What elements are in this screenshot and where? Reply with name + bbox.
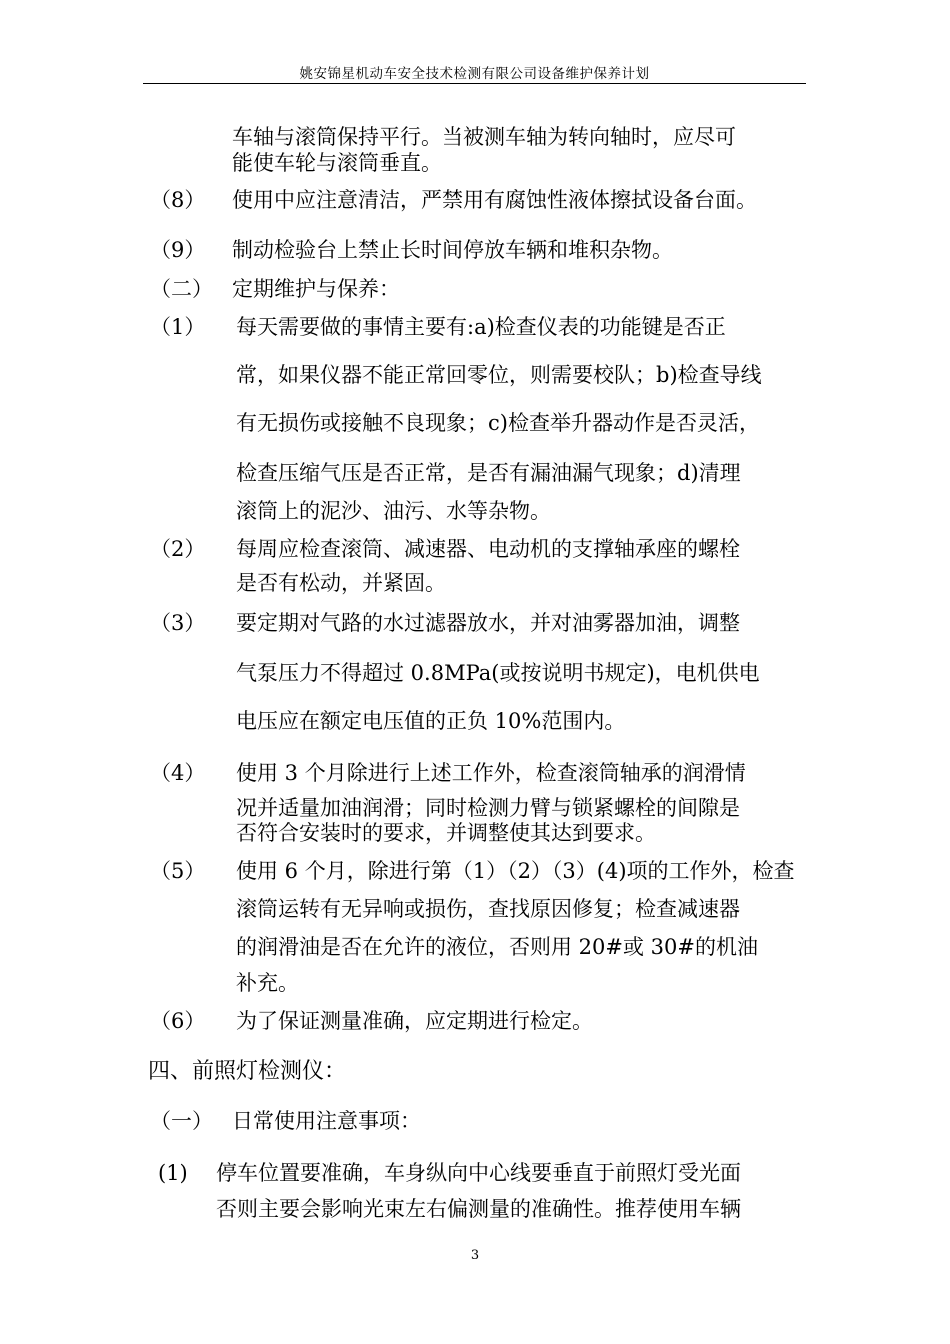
text-line: 停车位置要准确，车身纵向中心线要垂直于前照灯受光面	[216, 1161, 741, 1185]
text-line: 常，如果仪器不能正常回零位，则需要校队；b)检查导线	[236, 363, 762, 387]
text-line: 车轴与滚筒保持平行。当被测车轴为转向轴时，应尽可	[232, 125, 736, 149]
item-number: （1）	[150, 315, 206, 339]
chapter-heading: 四、前照灯检测仪：	[148, 1059, 347, 1084]
item-number: （3）	[150, 611, 206, 635]
text-line: 有无损伤或接触不良现象；c)检查举升器动作是否灵活，	[236, 411, 760, 435]
text-line: 每天需要做的事情主要有:a)检查仪表的功能键是否正	[236, 315, 726, 339]
text-line: 为了保证测量准确，应定期进行检定。	[236, 1009, 593, 1033]
text-line: 是否有松动，并紧固。	[236, 571, 446, 595]
text-line: 每周应检查滚筒、减速器、电动机的支撑轴承座的螺栓	[236, 537, 740, 561]
text-line: 检查压缩气压是否正常，是否有漏油漏气现象；d)清理	[236, 461, 741, 485]
item-number: （9）	[150, 238, 206, 262]
item-number: （2）	[150, 537, 206, 561]
item-number: (1)	[158, 1161, 188, 1185]
text-line: 滚筒运转有无异响或损伤，查找原因修复；检查减速器	[236, 897, 740, 921]
section-number: （二）	[150, 277, 213, 301]
text-line: 使用中应注意清洁，严禁用有腐蚀性液体擦拭设备台面。	[232, 188, 757, 212]
text-line: 制动检验台上禁止长时间停放车辆和堆积杂物。	[232, 238, 673, 262]
text-line: 补充。	[236, 971, 299, 995]
page-number: 3	[470, 1248, 480, 1263]
item-number: （6）	[150, 1009, 206, 1033]
text-line: 否符合安装时的要求，并调整使其达到要求。	[236, 821, 656, 845]
text-line: 使用 3 个月除进行上述工作外，检查滚筒轴承的润滑情	[236, 761, 746, 785]
section-title: 日常使用注意事项：	[232, 1109, 421, 1133]
section-number: （一）	[150, 1109, 213, 1133]
section-title: 定期维护与保养：	[232, 277, 400, 301]
text-line: 使用 6 个月，除进行第（1）（2）（3）(4)项的工作外，检查	[236, 859, 795, 883]
text-line: 气泵压力不得超过 0.8MPa(或按说明书规定)，电机供电	[236, 661, 760, 685]
text-line: 能使车轮与滚筒垂直。	[232, 151, 442, 175]
item-number: （5）	[150, 859, 206, 883]
text-line: 要定期对气路的水过滤器放水，并对油雾器加油，调整	[236, 611, 740, 635]
running-header: 姚安锦星机动车安全技术检测有限公司设备维护保养计划	[299, 66, 650, 82]
text-line: 电压应在额定电压值的正负 10%范围内。	[236, 709, 626, 733]
item-number: （4）	[150, 761, 206, 785]
text-line: 否则主要会影响光束左右偏测量的准确性。推荐使用车辆	[216, 1197, 741, 1221]
text-line: 滚筒上的泥沙、油污、水等杂物。	[236, 499, 551, 523]
header-rule	[143, 83, 806, 84]
item-number: （8）	[150, 188, 206, 212]
text-line: 况并适量加油润滑；同时检测力臂与锁紧螺栓的间隙是	[236, 796, 740, 820]
text-line: 的润滑油是否在允许的液位，否则用 20#或 30#的机油	[236, 935, 758, 959]
